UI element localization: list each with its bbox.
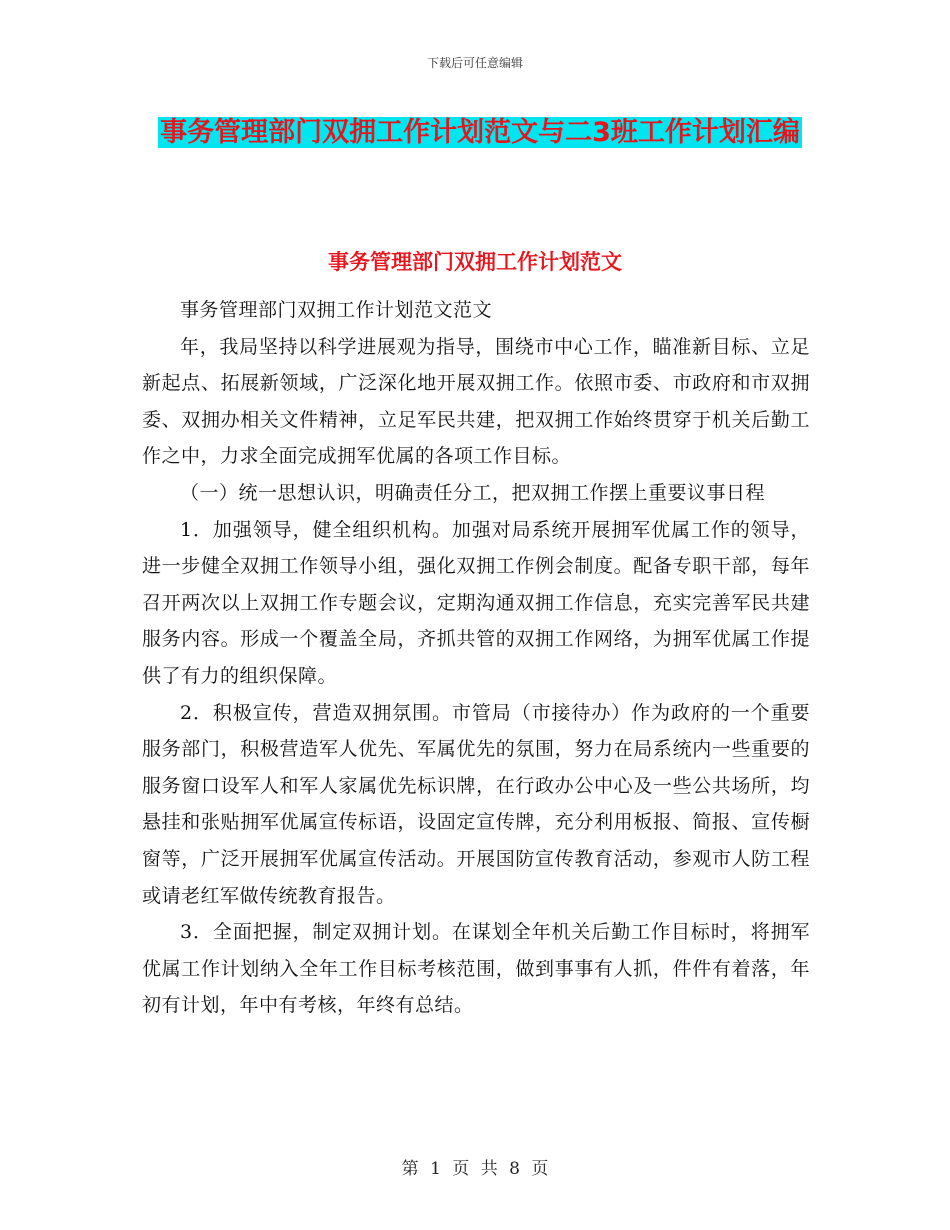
document-title (140, 110, 820, 156)
page-header-note: 下载后可任意编辑 (426, 56, 523, 70)
paragraph-item-1: 1．加强领导，健全组织机构。加强对局系统开展拥军优属工作的领导，进一步健全双拥工作领导小组，强化双拥工作例会制度。配备专职干部，每年召开两次以上双拥工作专题会议，定期沟通双拥工作信息，充实完善军民共建服务内容。形成一个覆盖全局，齐抓共管的双拥工作网络，为拥军优属工作提供了有力的组织保障。 (142, 518, 810, 687)
document-title-text: 事务管理部门双拥工作计划范文与二3班工作计划汇编 (160, 117, 800, 148)
paragraph-intro: 年，我局坚持以科学进展观为指导，围绕市中心工作，瞄准新目标、立足新起点、拓展新领域，广泛深化地开展双拥工作。依照市委、市政府和市双拥委、双拥办相关文件精神，立足军民共建，把双拥工作始终贯穿于机关后勤工作之中，力求全面完成拥军优属的各项工作目标。 (142, 335, 810, 468)
section-title: 事务管理部门双拥工作计划范文 (328, 250, 622, 274)
paragraph-heading-1: （一）统一思想认识，明确责任分工，把双拥工作摆上重要议事日程 (180, 481, 766, 504)
paragraph-subtitle: 事务管理部门双拥工作计划范文范文 (180, 299, 493, 321)
paragraph-item-3: 3．全面把握，制定双拥计划。在谋划全年机关后勤工作目标时，将拥军优属工作计划纳入全年工作目标考核范围，做到事事有人抓，件件有着落，年初有计划，年中有考核，年终有总结。 (142, 921, 810, 1017)
document-body (142, 292, 810, 1024)
page-number-footer: 第 1 页 共 8 页 (401, 1159, 549, 1179)
paragraph-item-2: 2．积极宣传，营造双拥氛围。市管局（市接待办）作为政府的一个重要服务部门，积极营造军人优先、军属优先的氛围，努力在局系统内一些重要的服务窗口设军人和军人家属优先标识牌，在行政办公中心及一些公共场所，均悬挂和张贴拥军优属宣传标语，设固定宣传牌，充分利用板报、简报、宣传橱窗等，广泛开展拥军优属宣传活动。开展国防宣传教育活动，参观市人防工程或请老红军做传统教育报告。 (142, 701, 810, 907)
